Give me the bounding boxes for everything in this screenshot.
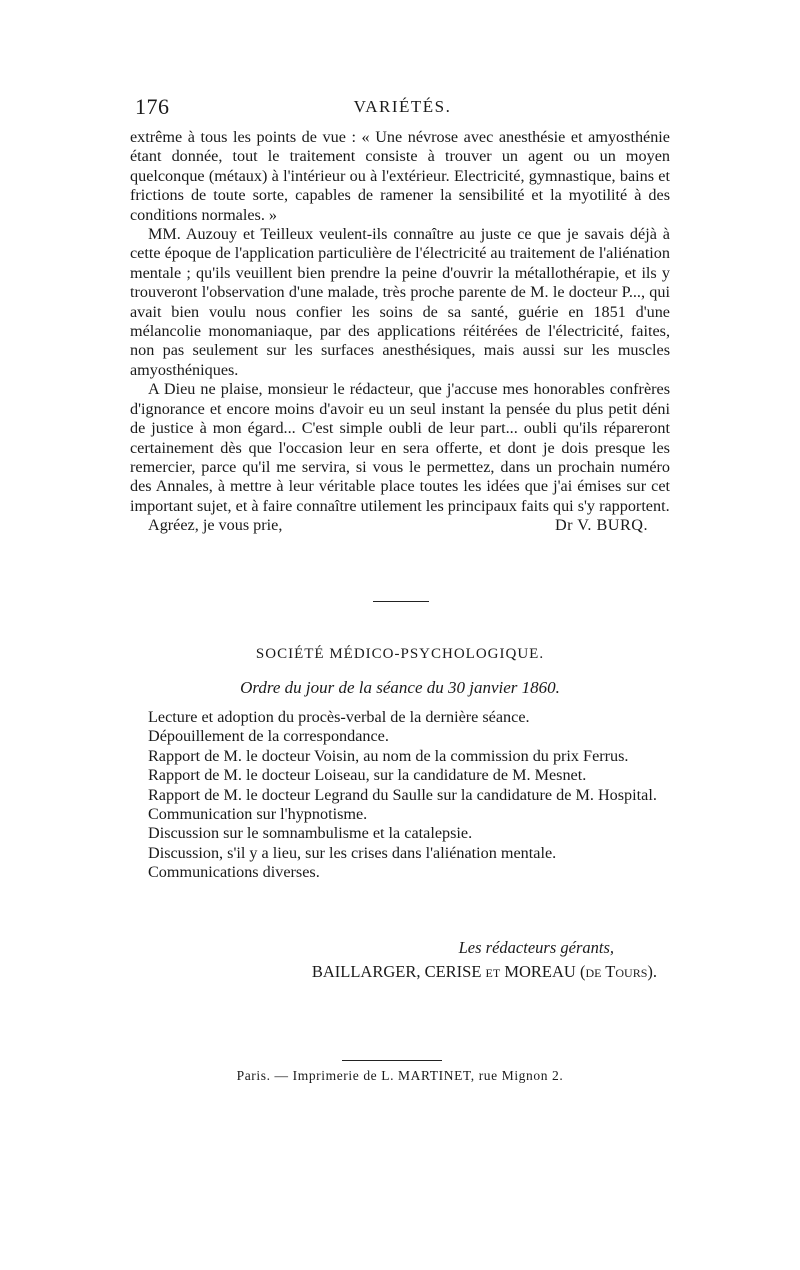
agenda-item: Discussion, s'il y a lieu, sur les crises dans l'aliénation mentale.: [148, 843, 557, 862]
letter-closing: Agréez, je vous prie,: [148, 516, 283, 535]
page-number: 176: [135, 94, 170, 119]
agenda-item: Rapport de M. le docteur Voisin, au nom de la commission du prix Ferrus.: [148, 746, 629, 765]
society-title: SOCIÉTÉ MÉDICO-PSYCHOLOGIQUE.: [255, 646, 545, 662]
imprint-divider: [342, 1060, 442, 1061]
editors-names: BAILLARGER, CERISE et MOREAU (de Tours).: [311, 962, 657, 981]
agenda-item: Discussion sur le somnambulisme et la catalepsie.: [148, 824, 473, 843]
letter-paragraph-2: MM. Auzouy et Teilleux veulent-ils connaître au juste ce que je savais déjà à cette époque de l'application particulière de l'électricité au traitement de l'aliénation mentale ; qu'ils veuillent bien prendre la peine d'ouvrir la métallothérapie, et ils y trouveront l'observation d'une malade, très proche parente de M. le docteur P..., qui avait bien voulu nous confier les soins de sa santé, guérie en 1851 d'une mélancolie monomaniaque, par des applications réitérées de l'électricité, faites, non pas seulement sur les surfaces anesthésiques, mais aussi sur les muscles amyosthéniques.: [130, 225, 670, 379]
letter-paragraph-3: A Dieu ne plaise, monsieur le rédacteur, que j'accuse mes honorables confrères d'ignorance et encore moins d'avoir eu un seul instant la pensée du plus petit déni de justice à mon égard... C'est simple oubli de leur part... oubli qu'ils répareront certainement dès que l'occasion leur en sera offerte, et dont je dois presque les remercier, parce qu'il me servira, si vous le permettez, dans un prochain numéro des Annales, à mettre à leur véritable place toutes les idées que j'ai émises sur cet important sujet, et à faire connaître utilement les principaux faits qui s'y rapportent.: [130, 380, 670, 515]
agenda-item: Rapport de M. le docteur Legrand du Saulle sur la candidature de M. Hospital.: [148, 785, 657, 804]
agenda-item: Lecture et adoption du procès-verbal de la dernière séance.: [148, 708, 530, 726]
agenda-item: Dépouillement de la correspondance.: [148, 727, 389, 746]
letter-signature: Dr V. BURQ.: [554, 516, 648, 535]
agenda-item: Communication sur l'hypnotisme.: [148, 805, 368, 824]
running-title: VARIÉTÉS.: [353, 97, 452, 116]
running-head: [135, 94, 670, 120]
agenda-heading: Ordre du jour de la séance du 30 janvier 1860.: [240, 678, 560, 697]
agenda-item: Rapport de M. le docteur Loiseau, sur la candidature de M. Mesnet.: [148, 766, 587, 785]
letter-text: [130, 128, 670, 536]
printer-imprint: Paris. — Imprimerie de L. MARTINET, rue Mignon 2.: [236, 1068, 564, 1083]
agenda-item: Communications diverses.: [148, 863, 320, 882]
letter-signoff: [130, 516, 670, 536]
letter-paragraph-1: extrême à tous les points de vue : « Une névrose avec anesthésie et amyosthénie étant donnée, tout le traitement consiste à trouver un agent ou un moyen quelconque (métaux) à l'intérieur ou à l'extérieur. Electricité, gymnastique, bains et frictions de toute sorte, capables de ramener la sensibilité et la myotilité à des conditions normales. »: [130, 128, 670, 224]
editors-label: Les rédacteurs gérants,: [458, 938, 614, 957]
agenda-list: [130, 708, 670, 883]
section-divider: [373, 601, 429, 602]
